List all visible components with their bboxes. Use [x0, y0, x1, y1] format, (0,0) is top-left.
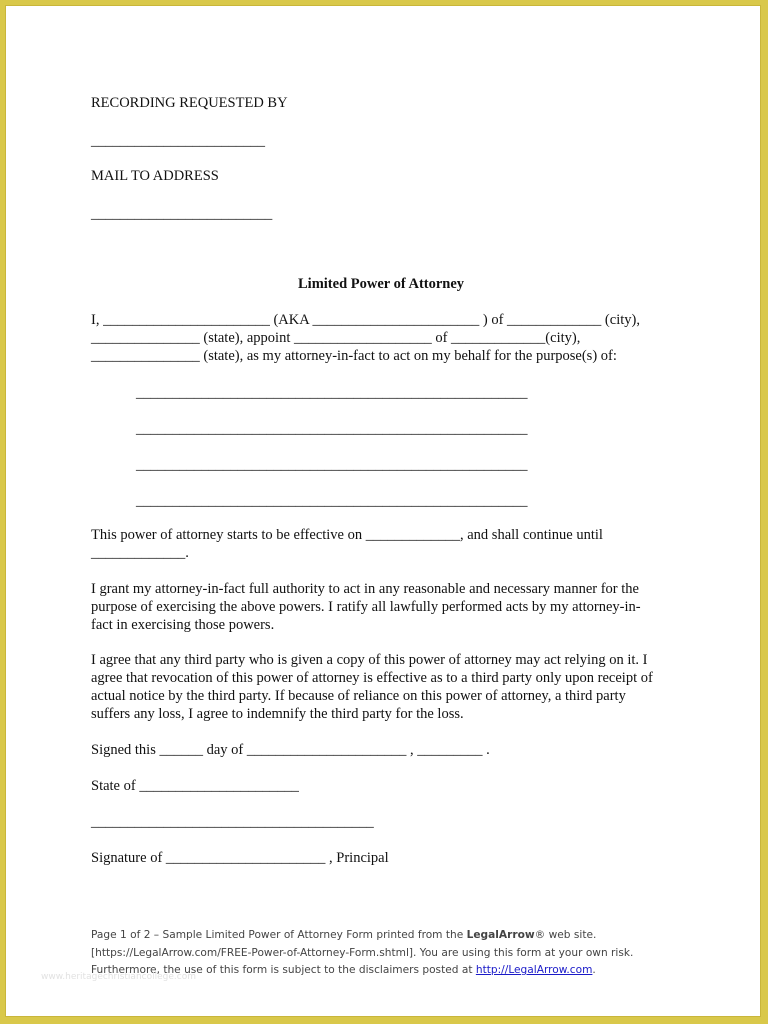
signature-of-line: Signature of ______________________ , Principal	[91, 850, 389, 866]
purpose-line: ______________________________________________________	[136, 493, 528, 509]
mail-to-address-line: _________________________	[91, 206, 273, 222]
footer-text: .	[592, 964, 596, 976]
authority-line: fact in exercising those powers.	[91, 617, 275, 633]
intro-line: _______________ (state), as my attorney-in-fact to act on my behalf for the purpose(s) of:	[91, 348, 617, 364]
intro-line: _______________ (state), appoint ___________________ of _____________(city),	[91, 330, 581, 346]
authority-line: I grant my attorney-in-fact full authority to act in any reasonable and necessary manner for the	[91, 581, 639, 597]
state-of-line: State of ______________________	[91, 778, 299, 794]
third-party-line: I agree that any third party who is given a copy of this power of attorney may act relying on it. I	[91, 652, 648, 668]
document-title: Limited Power of Attorney	[298, 276, 465, 292]
registered-mark: ®	[534, 929, 546, 941]
third-party-line: agree that revocation of this power of attorney is effective as to a third party only upon receipt of	[91, 670, 653, 686]
recording-requested-by-line: ________________________	[91, 133, 265, 149]
effective-line: This power of attorney starts to be effective on _____________, and shall continue until	[91, 527, 603, 543]
recording-requested-by-label: RECORDING REQUESTED BY	[91, 95, 288, 111]
legalarrow-brand: LegalArrow	[466, 929, 535, 941]
footer-line-2: [https://LegalArrow.com/FREE-Power-of-Attorney-Form.shtml]. You are using this form at your own risk.	[91, 946, 634, 959]
third-party-line: suffers any loss, I agree to indemnify the third party for the loss.	[91, 706, 464, 722]
signed-this-line: Signed this ______ day of ______________________ , _________ .	[91, 742, 490, 758]
watermark: www.heritagechristiancollege.com	[41, 972, 196, 982]
intro-line: I, _______________________ (AKA _______________________ ) of _____________ (city),	[91, 312, 640, 328]
purpose-line: ______________________________________________________	[136, 457, 528, 473]
purpose-line: ______________________________________________________	[136, 385, 528, 401]
document-page	[5, 5, 761, 1017]
third-party-line: actual notice by the third party. If because of reliance on this power of attorney, a third party	[91, 688, 626, 704]
footer-text: Page 1 of 2 – Sample Limited Power of Attorney Form printed from the	[91, 929, 467, 941]
authority-line: purpose of exercising the above powers. I ratify all lawfully performed acts by my attorney-in-	[91, 599, 641, 615]
signature-rule: _______________________________________	[91, 814, 374, 830]
legalarrow-link[interactable]: http://LegalArrow.com	[475, 964, 593, 976]
mail-to-address-label: MAIL TO ADDRESS	[91, 168, 219, 184]
footer-line-1	[91, 927, 691, 945]
footer-text: Furthermore, the use of this form is subject to the disclaimers posted at	[91, 964, 476, 976]
effective-line: _____________.	[91, 545, 189, 561]
purpose-line: ______________________________________________________	[136, 421, 528, 437]
footer-text: web site.	[545, 929, 597, 941]
